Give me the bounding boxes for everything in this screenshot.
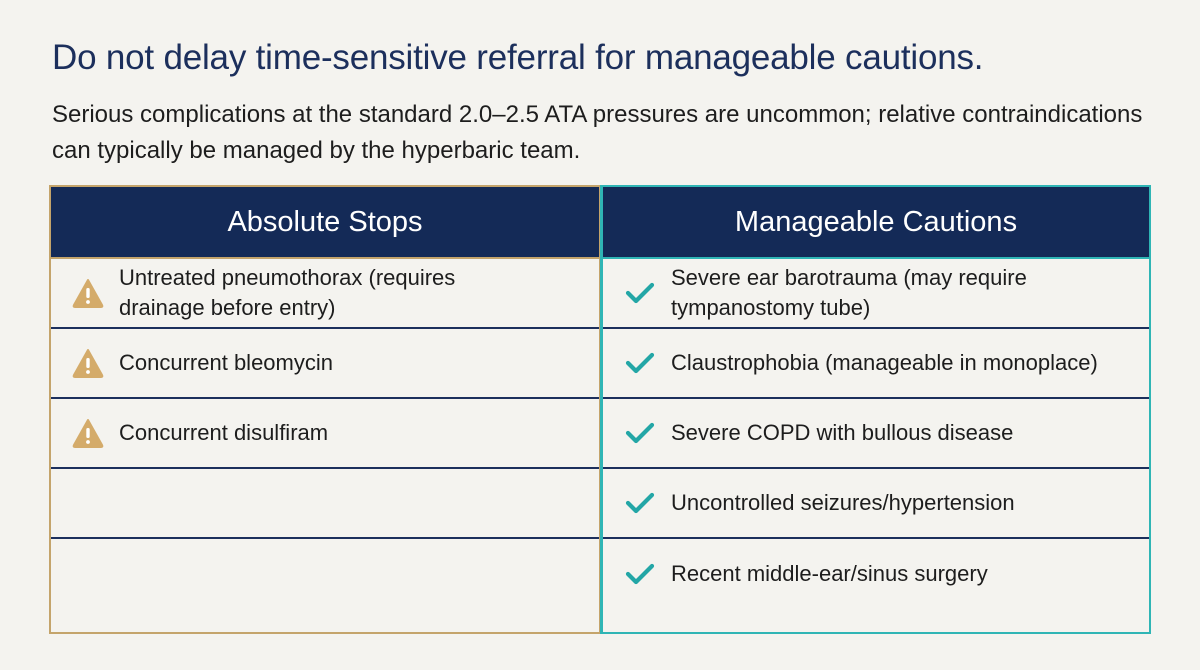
manageable-caution-row (603, 399, 1149, 469)
absolute-stops-panel (49, 185, 600, 634)
page-title: Do not delay time-sensitive referral for manageable cautions. (52, 38, 984, 77)
checkmark-icon (623, 346, 657, 380)
absolute-stop-row (51, 329, 599, 399)
checkmark-icon (623, 557, 657, 591)
manageable-cautions-panel (600, 185, 1151, 634)
manageable-caution-item-text: Severe ear barotrauma (may require tympanostomy tube) (671, 265, 1027, 320)
manageable-caution-item-text: Recent middle-ear/sinus surgery (671, 560, 988, 586)
warning-triangle-icon (71, 346, 105, 380)
absolute-stops-header: Absolute Stops (51, 187, 599, 259)
manageable-caution-row (603, 329, 1149, 399)
absolute-stop-row (51, 399, 599, 469)
manageable-caution-item-text: Severe COPD with bullous disease (671, 420, 1014, 445)
absolute-stops-list (51, 259, 599, 608)
absolute-stop-item-text: Concurrent bleomycin (119, 350, 333, 375)
page-subtitle: Serious complications at the standard 2.0–2.5 ATA pressures are uncommon; relative contraindications can typically be managed by the hyperbaric team. (52, 101, 1143, 164)
manageable-caution-row (603, 259, 1149, 329)
absolute-stop-row (51, 469, 599, 539)
absolute-stop-item-text: Untreated pneumothorax (requires drainage before entry) (119, 265, 456, 320)
manageable-cautions-header: Manageable Cautions (603, 187, 1149, 259)
manageable-caution-item-text: Uncontrolled seizures/hypertension (671, 490, 1015, 515)
absolute-stop-row (51, 259, 599, 329)
checkmark-icon (623, 486, 657, 520)
absolute-stop-item-text: Concurrent disulfiram (119, 420, 329, 445)
checkmark-icon (623, 416, 657, 450)
warning-triangle-icon (71, 276, 105, 310)
warning-triangle-icon (71, 416, 105, 450)
manageable-caution-item-text: Claustrophobia (manageable in monoplace) (671, 350, 1098, 375)
manageable-caution-row (603, 469, 1149, 539)
manageable-cautions-list (603, 259, 1149, 608)
absolute-stop-row (51, 539, 599, 608)
checkmark-icon (623, 276, 657, 310)
manageable-caution-row (603, 539, 1149, 608)
